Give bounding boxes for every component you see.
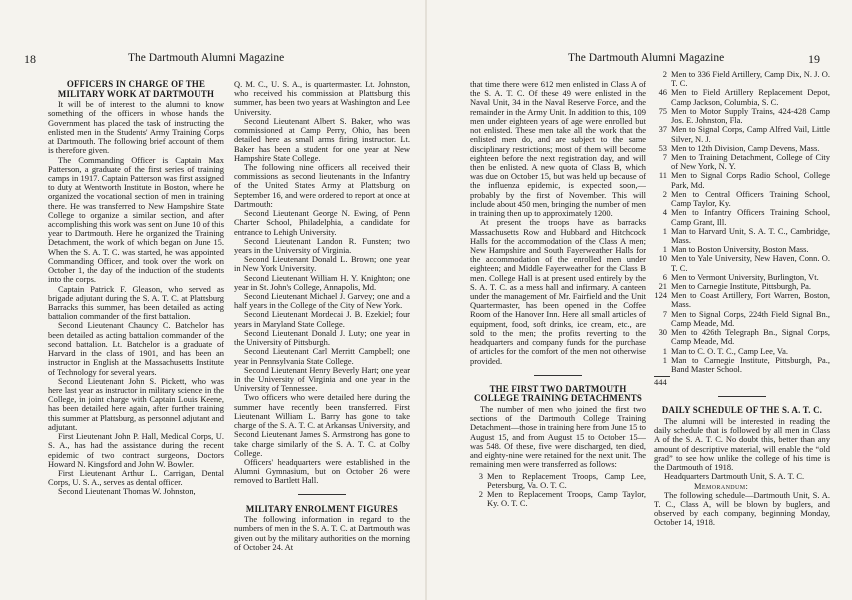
transfer-list xyxy=(654,70,830,374)
transfer-destination: Men to 426th Telegraph Bn., Signal Corps, Camp Meade, Md. xyxy=(671,327,830,347)
right-page xyxy=(428,0,852,600)
transfer-destination: Men to 12th Division, Camp Devens, Mass. xyxy=(671,142,820,153)
detachments-article-title: THE FIRST TWO DARTMOUTH COLLEGE TRAINING DETACHMENTS xyxy=(473,383,642,404)
transfer-count: 124 xyxy=(654,290,667,301)
transfer-count: 21 xyxy=(658,281,667,292)
transfer-count: 46 xyxy=(658,87,667,98)
list-item xyxy=(654,107,830,125)
right-running-head: The Dartmouth Alumni Magazine xyxy=(568,52,725,64)
list-item xyxy=(654,356,830,374)
transfer-count: 11 xyxy=(658,170,667,181)
transfer-destination: Men to Training Detachment, College of City of New York, N. Y. xyxy=(671,151,830,172)
transfer-destination: Men to Infantry Officers Training School, Camp Grant, Ill. xyxy=(671,207,830,227)
left-column-2 xyxy=(234,80,410,552)
transfer-count: 30 xyxy=(658,327,667,338)
right-column-2 xyxy=(654,70,830,528)
transfer-count: 37 xyxy=(658,124,667,135)
list-item xyxy=(654,171,830,189)
list-item xyxy=(654,227,830,245)
transfer-destination: Man to Harvard Unit, S. A. T. C., Cambridge, Mass. xyxy=(671,225,830,245)
schedule-article-title: DAILY SCHEDULE OF THE S. A. T. C. xyxy=(661,405,823,416)
transfer-count: 2 xyxy=(662,69,667,79)
memorandum-heading: Memorandum: xyxy=(694,480,749,491)
article-paragraph: Two officers who were detailed here during the summer have recently been transferred. First Lieutenant William L. Barry has gone to take charge of the S. A. T. C. at Arkansas University, and Second Lieutenant James S. Armstrong has gone to take charge similarly of the S. A. T. C. at Colby College. xyxy=(234,392,410,458)
transfer-destination: Man to C. O. T. C., Camp Lee, Va. xyxy=(671,345,788,356)
article-paragraph: The following information in regard to the numbers of men in the S. A. T. C. at Dartmouth was given out by the military authorities on the morning of October 24. At xyxy=(234,514,410,552)
transfer-count: 3 xyxy=(478,470,483,481)
article-paragraph: Second Lieutenant Donald J. Luty; one year in the University of Pittsburgh. xyxy=(234,327,410,348)
article-paragraph: At present the troops have as barracks Massachusetts Row and Hubbard and Hitchcock Halls for the accommodation of the Class A men; New Hampshire and South Fayerweather Halls for the accommodation of the enrolled men under eighteen; and Middle Fayerweather for the Class B men. College Hall is at present used entirely by the S. A. T. C. as a mess hall and infirmary. A canteen under the management of Mr. Fairfield and the Unit Quartermaster, has been opened in the Coffee Room of the Hanover Inn. Here all small articles of equipment, food, soft drinks, ice cream, etc., are sold to the men; the profits reverting to the headquarters and company funds for the purchase of articles for the comfort of the men not otherwise provided. xyxy=(470,217,646,366)
list-item xyxy=(654,190,830,208)
left-page-number: 18 xyxy=(24,52,36,66)
transfer-destination: Men to Yale University, New Haven, Conn. O. T. C. xyxy=(671,253,830,273)
article-paragraph: Captain Patrick F. Gleason, who served as brigade adjutant during the S. A. T. C. at Plattsburg Barracks this summer, has been detailed as acting battalion commander of the first battalion. xyxy=(48,283,224,322)
article-paragraph: Second Lieutenant Chauncy C. Batchelor has been detailed as acting battalion commander of the second battalion. Lt. Batchelor is a graduate of Harvard in the class of 1901, and has been an instructor in English at the Massachusetts Institute of Technology for several years. xyxy=(48,320,224,377)
article-paragraph: The alumni will be interested in reading the daily schedule that is followed by all men in Class A of the S. A. T. C. No doubt this, better than any amount of descriptive material, will enable the “old grad” to see how unlike the college of his time is the Dartmouth of 1918. xyxy=(654,416,830,473)
officers-article-title: OFFICERS IN CHARGE OF THE MILITARY WORK AT DARTMOUTH xyxy=(57,79,215,99)
article-paragraph: Q. M. C., U. S. A., is quartermaster. Lt. Johnston, who received his commission at Plattsburg this summer, has been two years at Washington and Lee University. xyxy=(234,79,410,117)
list-item xyxy=(470,472,646,490)
article-paragraph: First Lieutenant John P. Hall, Medical Corps, U. S. A., has had the assistance during the recent epidemic of two contract surgeons, Doctors Howard N. Kingsford and John W. Bowler. xyxy=(48,431,224,469)
list-item xyxy=(654,310,830,328)
article-paragraph: Second Lieutenant Albert S. Baker, who was commissioned at Camp Perry, Ohio, has been detailed here as small arms firing instructor. Lt. Baker has been a student for one year at New Hampshire State College. xyxy=(234,115,410,163)
transfer-destination: Men to Replacement Troops, Camp Taylor, Ky. O. T. C. xyxy=(487,488,646,509)
transfer-count: 1 xyxy=(662,244,667,255)
left-running-head: The Dartmouth Alumni Magazine xyxy=(128,52,285,64)
section-divider xyxy=(298,494,346,495)
left-page xyxy=(0,0,424,600)
list-item xyxy=(654,328,830,346)
transfer-destination: Men to Vermont University, Burlington, Vt. xyxy=(671,271,819,282)
article-paragraph: The Commanding Officer is Captain Max Patterson, a graduate of the first series of training camps in 1917. Captain Patterson was first assigned to duty at Wentworth Institute in Boston, where he organized the vocational section of men in training there. He was transferred to New Hampshire State College to organize a similar section, and after accomplishing this work was sent on June 10 of this year to Dartmouth. Here he organized the Training Detachment, the work of which began on June 15. When the S. A. T. C. was started, he was appointed Commanding Officer, and took over the work on October 1, the day of the induction of the students into the corps. xyxy=(48,154,224,285)
transfer-destination: Men to 336 Field Artillery, Camp Dix, N. J. O. T. C. xyxy=(671,69,830,89)
list-item xyxy=(654,88,830,106)
transfer-destination: Men to Signal Corps, Camp Alfred Vail, Little Silver, N. J. xyxy=(671,124,830,144)
list-item xyxy=(654,291,830,309)
article-paragraph: The following nine officers all received their commissions as second lieutenants in the Infantry of the United States Army at Plattsburg on September 16, and were ordered to report at once at Dartmouth: xyxy=(234,161,410,209)
transfer-destination: Men to Motor Supply Trains, 424-428 Camp Jos. E. Johnston, Fla. xyxy=(671,105,830,126)
transfer-count: 7 xyxy=(662,308,667,319)
transfer-count: 1 xyxy=(662,354,667,365)
transfer-destination: Men to Coast Artillery, Fort Warren, Boston, Mass. xyxy=(671,290,830,310)
list-item xyxy=(470,490,646,508)
list-item xyxy=(654,153,830,171)
article-paragraph: Second Lieutenant Thomas W. Johnston, xyxy=(58,486,196,497)
transfer-count: 2 xyxy=(478,488,483,499)
article-paragraph: Second Lieutenant Carl Merritt Campbell; one year in Pennsylvania State College. xyxy=(234,346,410,366)
transfer-count: 4 xyxy=(662,207,667,218)
article-paragraph: Second Lieutenant George N. Ewing, of Penn Charter School, Philadelphia, a candidate for entrance to Lehigh University. xyxy=(234,208,410,237)
article-paragraph: Second Lieutenant Michael J. Garvey; one and a half years in the College of the City of New York. xyxy=(234,291,410,311)
article-paragraph: Second Lieutenant Mordecai J. B. Ezekiel; four years in Maryland State College. xyxy=(234,309,410,329)
page-gutter xyxy=(425,0,427,600)
transfer-total: 444 xyxy=(654,377,667,388)
article-paragraph: Second Lieutenant William H. Y. Knighton; one year in St. John's College, Annapolis, Md. xyxy=(234,272,410,292)
enrolment-article-title: MILITARY ENROLMENT FIGURES xyxy=(245,503,399,514)
article-paragraph: Second Lieutenant Landon R. Funsten; two years in the University of Virginia. xyxy=(234,235,410,255)
transfer-destination: Men to Signal Corps, 224th Field Signal Bn., Camp Meade, Md. xyxy=(671,308,830,328)
transfer-count: 1 xyxy=(662,225,667,236)
article-paragraph: Officers' headquarters were established in the Alumni Gymnasium, but on October 26 were removed to Bartlett Hall. xyxy=(234,456,410,486)
left-column-1 xyxy=(48,80,224,497)
transfer-destination: Men to Field Artillery Replacement Depot, Camp Jackson, Columbia, S. C. xyxy=(671,87,830,107)
transfer-destination: Men to Central Officers Training School, Camp Taylor, Ky. xyxy=(671,188,830,209)
article-paragraph: Second Lieutenant Henry Beverly Hart; one year in the University of Virginia and one year in the University of Tennessee. xyxy=(234,364,410,394)
right-column-1 xyxy=(470,80,646,508)
right-page-number: 19 xyxy=(808,52,820,66)
article-paragraph: that time there were 612 men enlisted in Class A of the S. A. T. C. Of these 49 were enlisted in the Naval Unit, 34 in the Naval Reserve Force, and the remainder in the Army Unit. In addition to this, 109 men under eighteen years of age were enrolled but not enlisted. These men take all the work that the enlisted men do, and are subject to the same disciplinary restrictions; most of them will become eighteen before the next registration day, and will then be enlisted. A new quota of Class B, which was due on October 15, but was held up because of the influenza epidemic, is expected soon,—probably by the first of November. This will include about 450 men, bringing the number of men in training then up to approximately 1200. xyxy=(470,79,646,219)
transfer-destination: Man to Boston University, Boston Mass. xyxy=(671,244,809,255)
transfer-destination: Men to Signal Corps Radio School, College Park, Md. xyxy=(671,170,830,190)
section-divider xyxy=(718,396,766,397)
article-paragraph: It will be of interest to the alumni to know something of the officers in whose hands the Government has placed the task of instructing the enlisted men in the Students' Army Training Corps at Dartmouth. The following brief account of them is therefore given. xyxy=(48,99,224,156)
article-paragraph: The following schedule—Dartmouth Unit, S. A. T. C., Class A, will be blown by buglers, and observed by each company, beginning Monday, October 14, 1918. xyxy=(654,489,830,528)
article-paragraph: Headquarters Dartmouth Unit, S. A. T. C. xyxy=(664,471,805,482)
transfer-count: 75 xyxy=(658,105,667,116)
transfer-destination: Men to Carnegie Institute, Pittsburgh, Pa. xyxy=(671,281,811,292)
article-paragraph: Second Lieutenant John S. Pickett, who was here last year as instructor in military science in the College, in joint charge with Captain Louis Keene, has been detailed here again, after further training this summer at Plattsburg, as personnel adjutant and adjutant. xyxy=(48,375,224,432)
section-divider xyxy=(534,375,582,376)
article-paragraph: The number of men who joined the first two sections of the Dartmouth College Training Detachment—those in training here from June 15 to August 15, and from August 15 to October 15—was 548. Of these, five were discharged, ten died, and eighty-nine were retained for the next unit. The remaining men were transferred as follows: xyxy=(470,403,646,470)
transfer-destination: Men to Replacement Troops, Camp Lee, Petersburg, Va. O. T. C. xyxy=(487,470,646,490)
transfer-destination: Man to Carnegie Institute, Pittsburgh, Pa., Band Master School. xyxy=(671,354,830,374)
transfer-count: 6 xyxy=(662,271,667,282)
transfer-count: 10 xyxy=(658,253,667,264)
list-item xyxy=(654,208,830,226)
article-paragraph: Second Lieutenant Donald L. Brown; one year in New York University. xyxy=(234,254,410,274)
list-item xyxy=(654,70,830,88)
transfer-count: 7 xyxy=(662,151,667,162)
transfer-count: 1 xyxy=(662,345,667,356)
article-paragraph: First Lieutenant Arthur L. Carrigan, Dental Corps, U. S. A., serves as dental officer. xyxy=(48,467,224,488)
transfer-count: 2 xyxy=(662,188,667,199)
list-item xyxy=(654,125,830,143)
transfer-count: 53 xyxy=(658,142,667,153)
transfer-list xyxy=(470,472,646,509)
list-item xyxy=(654,254,830,272)
